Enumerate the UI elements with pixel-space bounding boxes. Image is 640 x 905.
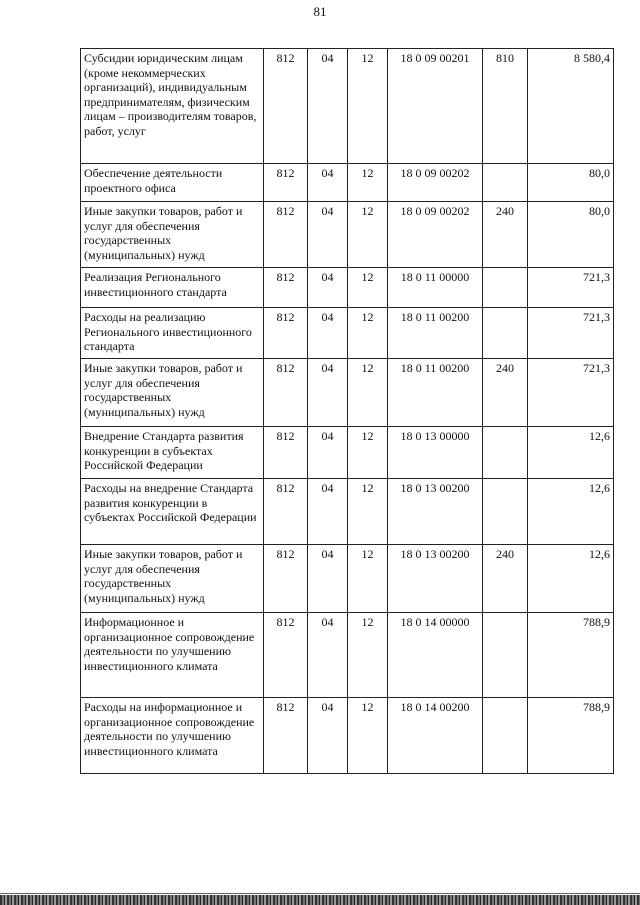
row-tselevaya-statya: 18 0 11 00200: [388, 359, 483, 427]
row-vedomstvo: 812: [264, 613, 308, 698]
scan-edge-line: [0, 893, 640, 894]
row-name: Субсидии юридическим лицам (кроме некоммерческих организаций), индивидуальным предпринимателям, физическим лицам – производителям товаров, работ, услуг: [81, 49, 264, 164]
row-vid-raskhodov: [483, 613, 528, 698]
row-name: Расходы на информационное и организационное сопровождение деятельности по улучшению инвестиционного климата: [81, 698, 264, 774]
row-tselevaya-statya: 18 0 14 00000: [388, 613, 483, 698]
row-razdel: 04: [308, 613, 348, 698]
row-podrazdel: 12: [348, 202, 388, 268]
table-row: [81, 479, 614, 545]
row-razdel: 04: [308, 427, 348, 479]
row-tselevaya-statya: 18 0 11 00200: [388, 308, 483, 359]
row-tselevaya-statya: 18 0 13 00000: [388, 427, 483, 479]
row-vid-raskhodov: 810: [483, 49, 528, 164]
row-razdel: 04: [308, 308, 348, 359]
row-vid-raskhodov: [483, 479, 528, 545]
row-summa: 721,3: [528, 268, 614, 308]
row-tselevaya-statya: 18 0 11 00000: [388, 268, 483, 308]
row-vedomstvo: 812: [264, 545, 308, 613]
budget-table: [80, 48, 614, 774]
row-vid-raskhodov: 240: [483, 359, 528, 427]
row-name: Реализация Регионального инвестиционного стандарта: [81, 268, 264, 308]
row-vid-raskhodov: [483, 427, 528, 479]
row-vedomstvo: 812: [264, 202, 308, 268]
row-vedomstvo: 812: [264, 359, 308, 427]
row-podrazdel: 12: [348, 698, 388, 774]
row-vedomstvo: 812: [264, 268, 308, 308]
row-razdel: 04: [308, 202, 348, 268]
row-name: Иные закупки товаров, работ и услуг для обеспечения государственных (муниципальных) нужд: [81, 202, 264, 268]
row-vedomstvo: 812: [264, 427, 308, 479]
row-podrazdel: 12: [348, 479, 388, 545]
row-vid-raskhodov: [483, 698, 528, 774]
row-tselevaya-statya: 18 0 09 00202: [388, 202, 483, 268]
row-name: Обеспечение деятельности проектного офиса: [81, 164, 264, 202]
row-name: Информационное и организационное сопровождение деятельности по улучшению инвестиционного климата: [81, 613, 264, 698]
row-summa: 788,9: [528, 613, 614, 698]
table-row: [81, 545, 614, 613]
row-summa: 721,3: [528, 359, 614, 427]
row-vedomstvo: 812: [264, 308, 308, 359]
row-razdel: 04: [308, 164, 348, 202]
row-name: Расходы на внедрение Стандарта развития конкуренции в субъектах Российской Федерации: [81, 479, 264, 545]
row-tselevaya-statya: 18 0 13 00200: [388, 479, 483, 545]
row-tselevaya-statya: 18 0 13 00200: [388, 545, 483, 613]
row-name: Иные закупки товаров, работ и услуг для обеспечения государственных (муниципальных) нужд: [81, 359, 264, 427]
row-summa: 80,0: [528, 164, 614, 202]
table-row: [81, 698, 614, 774]
row-name: Расходы на реализацию Регионального инвестиционного стандарта: [81, 308, 264, 359]
table-row: [81, 613, 614, 698]
budget-table-body: [81, 49, 614, 774]
row-summa: 8 580,4: [528, 49, 614, 164]
row-summa: 12,6: [528, 427, 614, 479]
row-podrazdel: 12: [348, 49, 388, 164]
row-vedomstvo: 812: [264, 49, 308, 164]
row-vid-raskhodov: [483, 164, 528, 202]
row-summa: 12,6: [528, 545, 614, 613]
table-row: [81, 202, 614, 268]
row-razdel: 04: [308, 545, 348, 613]
row-vid-raskhodov: [483, 308, 528, 359]
row-razdel: 04: [308, 49, 348, 164]
page-number: 81: [313, 4, 327, 19]
row-vid-raskhodov: 240: [483, 202, 528, 268]
row-podrazdel: 12: [348, 268, 388, 308]
row-summa: 721,3: [528, 308, 614, 359]
row-podrazdel: 12: [348, 308, 388, 359]
table-row: [81, 268, 614, 308]
table-row: [81, 359, 614, 427]
row-razdel: 04: [308, 479, 348, 545]
row-tselevaya-statya: 18 0 09 00201: [388, 49, 483, 164]
row-razdel: 04: [308, 359, 348, 427]
row-summa: 80,0: [528, 202, 614, 268]
row-name: Внедрение Стандарта развития конкуренции в субъектах Российской Федерации: [81, 427, 264, 479]
scan-edge-noise: [0, 895, 640, 905]
row-podrazdel: 12: [348, 545, 388, 613]
row-razdel: 04: [308, 268, 348, 308]
table-row: [81, 164, 614, 202]
row-podrazdel: 12: [348, 613, 388, 698]
table-row: [81, 308, 614, 359]
row-vedomstvo: 812: [264, 698, 308, 774]
row-vid-raskhodov: 240: [483, 545, 528, 613]
row-razdel: 04: [308, 698, 348, 774]
row-podrazdel: 12: [348, 359, 388, 427]
row-tselevaya-statya: 18 0 14 00200: [388, 698, 483, 774]
row-vedomstvo: 812: [264, 164, 308, 202]
row-vedomstvo: 812: [264, 479, 308, 545]
table-row: [81, 49, 614, 164]
row-name: Иные закупки товаров, работ и услуг для обеспечения государственных (муниципальных) нужд: [81, 545, 264, 613]
row-summa: 12,6: [528, 479, 614, 545]
row-summa: 788,9: [528, 698, 614, 774]
row-podrazdel: 12: [348, 427, 388, 479]
row-tselevaya-statya: 18 0 09 00202: [388, 164, 483, 202]
row-podrazdel: 12: [348, 164, 388, 202]
table-row: [81, 427, 614, 479]
row-vid-raskhodov: [483, 268, 528, 308]
